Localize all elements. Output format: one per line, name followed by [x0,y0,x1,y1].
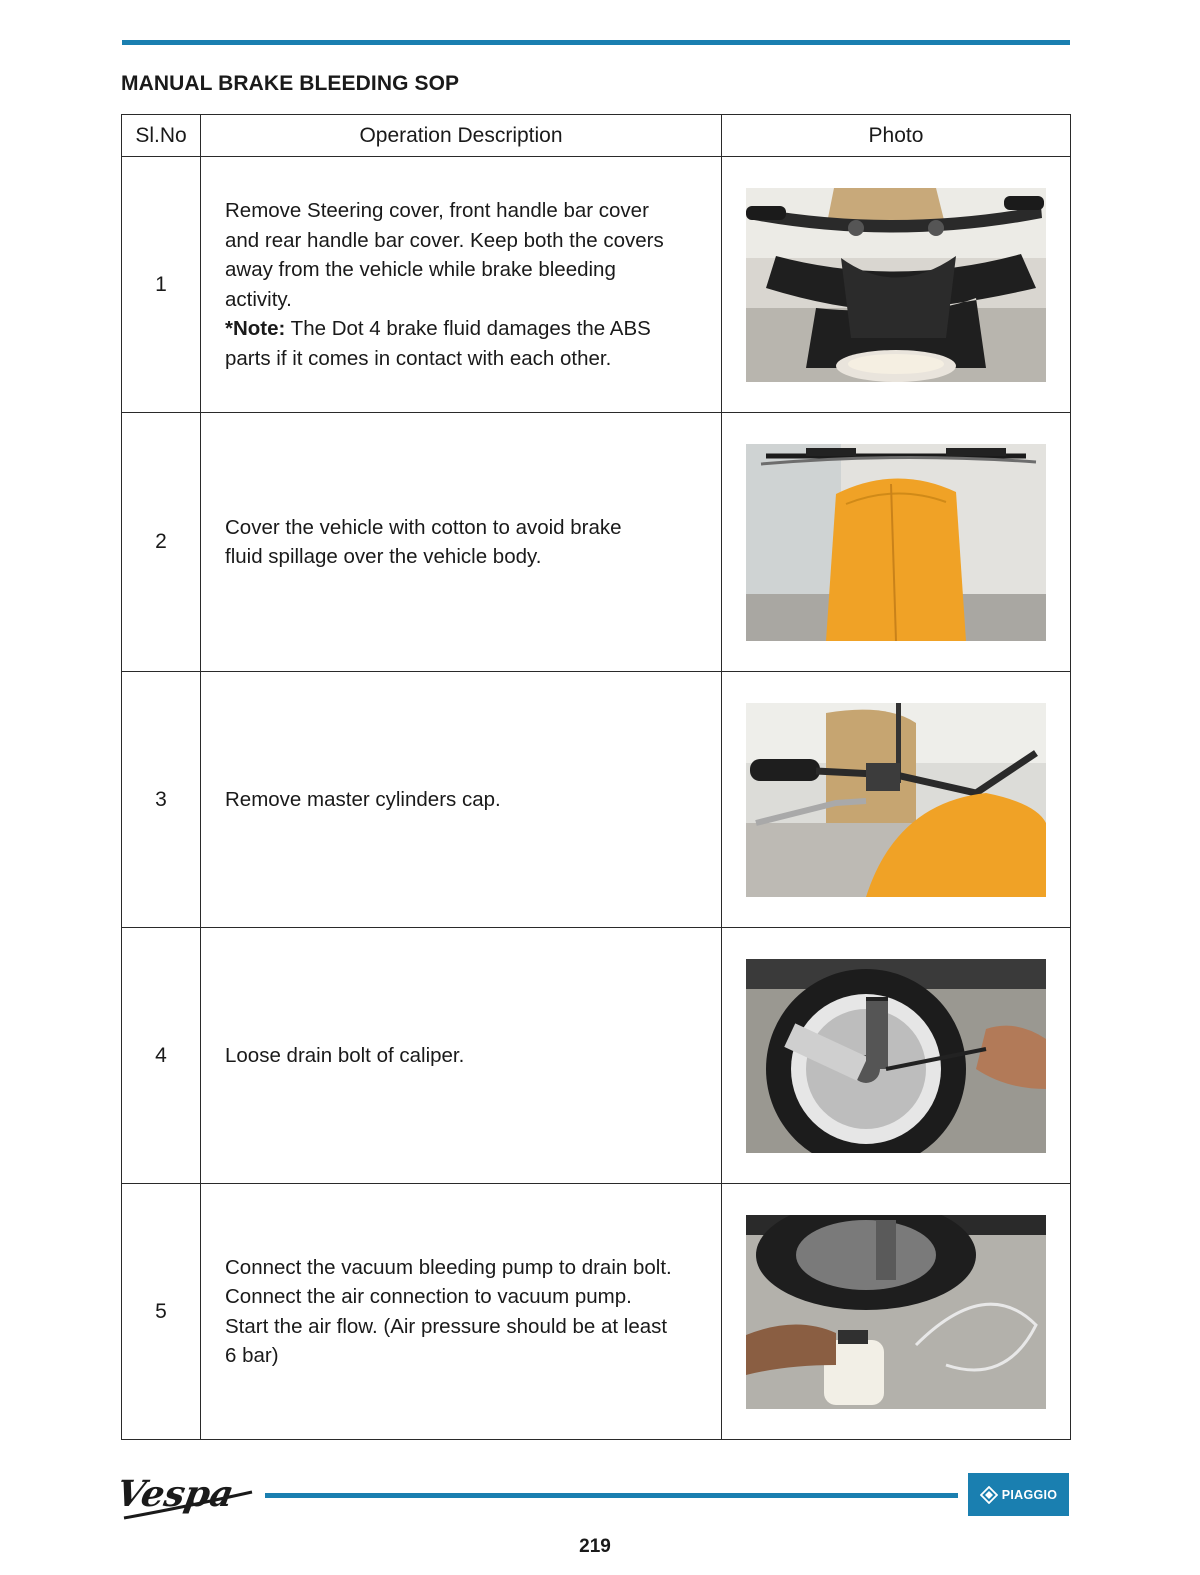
note-text: The Dot 4 brake fluid damages the ABS [285,317,651,340]
table-row [122,413,1071,672]
piaggio-emblem-icon [980,1486,998,1504]
description-line: Connect the vacuum bleeding pump to drain bolt. [225,1255,672,1279]
table-row [122,1184,1071,1440]
table-header-row [122,115,1071,157]
step-number: 5 [122,1184,201,1440]
vacuum-bleeding-pump-photo [746,1215,1046,1409]
sop-table [121,114,1071,1440]
photo-cell [722,413,1071,672]
description-line: parts if it comes in contact with each other. [225,346,612,370]
step-description [201,413,722,672]
step-number: 2 [122,413,201,672]
vespa-logo-text: Vespa [120,1472,238,1515]
note-label: *Note: [225,317,286,340]
photo-cell [722,157,1071,413]
description-line: away from the vehicle while brake bleeding [225,258,616,281]
photo-cell [722,928,1071,1184]
description-line: Remove Steering cover, front handle bar cover [225,199,649,222]
description-line: fluid spillage over the vehicle body. [225,545,542,568]
top-rule [122,40,1070,45]
note-line [225,314,705,344]
handlebar-without-covers-photo [746,188,1046,382]
table-row [122,928,1071,1184]
vehicle-covered-with-cotton-photo [746,444,1046,641]
master-cylinder-cap-photo [746,703,1046,897]
piaggio-logo [968,1473,1069,1516]
piaggio-logo-text: PIAGGIO [1001,1487,1058,1502]
photo-cell [722,672,1071,928]
step-number: 4 [122,928,201,1184]
description-line: Connect the air connection to vacuum pump. [225,1285,632,1308]
column-header-photo: Photo [722,115,1071,157]
description-line: 6 bar) [225,1344,279,1367]
step-description [201,672,722,928]
page-number: 219 [579,1536,611,1557]
description-line: Loose drain bolt of caliper. [225,1043,465,1067]
table-row [122,157,1071,413]
vespa-logo [120,1466,260,1527]
step-number: 3 [122,672,201,928]
column-header-description: Operation Description [201,115,722,157]
description-line: activity. [225,287,292,311]
step-description [201,157,722,413]
table-row [122,672,1071,928]
footer-rule [265,1493,958,1498]
page-title: MANUAL BRAKE BLEEDING SOP [121,72,460,95]
step-description [201,928,722,1184]
step-description [201,1184,722,1440]
description-line: and rear handle bar cover. Keep both the covers [225,228,664,252]
description-line: Cover the vehicle with cotton to avoid brake [225,515,622,539]
column-header-slno: Sl.No [122,115,201,157]
caliper-drain-bolt-photo [746,959,1046,1153]
description-line: Remove master cylinders cap. [225,787,501,811]
step-number: 1 [122,157,201,413]
description-line: Start the air flow. (Air pressure should be at least [225,1314,668,1338]
photo-cell [722,1184,1071,1440]
